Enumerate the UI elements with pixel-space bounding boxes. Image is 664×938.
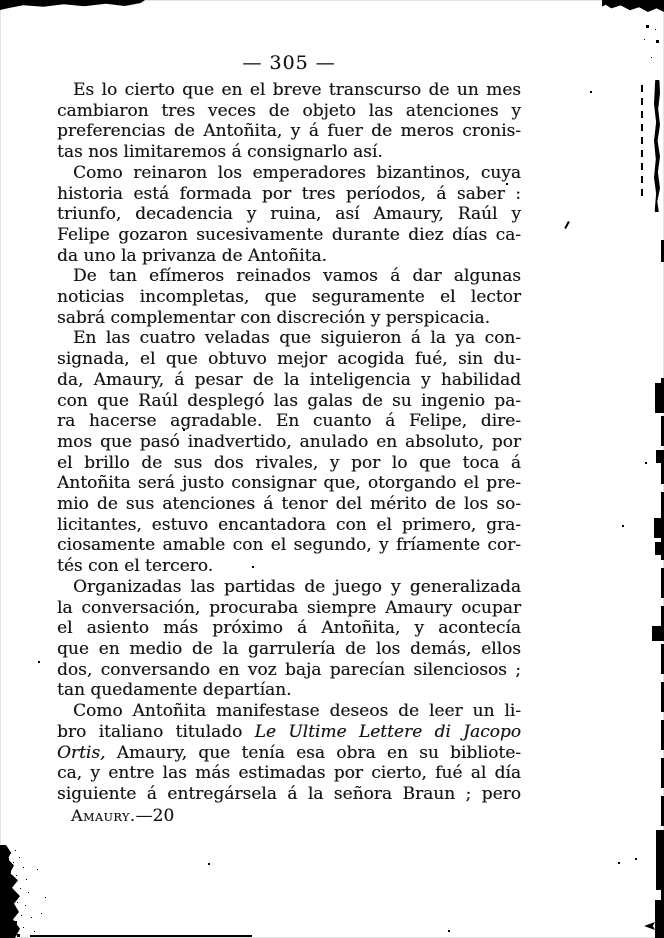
text-line: [57, 494, 521, 515]
text-segment: Es lo cierto que en el breve transcurso de un mes: [73, 80, 521, 100]
italic-book-title: Ortis,: [57, 742, 106, 763]
text-line: [57, 432, 521, 453]
text-line: [57, 121, 521, 142]
scan-artifact-stray-dots: [0, 0, 2, 2]
text-line: [57, 266, 521, 287]
text-line: [57, 680, 521, 701]
signature-number: —20: [135, 805, 175, 826]
signature-title: Amaury.: [71, 805, 136, 825]
text-segment: tan quedamente departían.: [57, 680, 292, 701]
text-segment: noticias incompletas, que seguramente el lector: [57, 287, 521, 308]
text-segment: con que Raúl desplegó las galas de su ingenio pa-: [57, 390, 521, 411]
text-segment: preferencias de Antoñita, y á fuer de meros cronis-: [57, 121, 521, 142]
text-segment: ciosamente amable con el segundo, y fríamente cor-: [57, 535, 521, 556]
text-line: [57, 556, 521, 577]
scan-artifact-right-edge-blob: [655, 542, 664, 555]
text-segment: En las cuatro veladas que siguieron á la ya con-: [73, 328, 521, 349]
text-line: [57, 349, 521, 370]
text-line: [57, 763, 521, 784]
scan-artifact-top-left-strip: [0, 0, 145, 10]
scan-artifact-top-right-blob: [602, 0, 664, 12]
text-line: [57, 142, 521, 163]
text-segment: Amaury, que tenía esa obra en su bibliote-: [105, 742, 521, 763]
text-line: [57, 453, 521, 474]
text-line: [57, 515, 521, 536]
text-line: [57, 370, 521, 391]
text-segment: el asiento más próximo á Antoñita, y acontecía: [57, 618, 521, 639]
text-segment: Felipe gozaron sucesivamente durante diez días ca-: [57, 224, 521, 245]
text-line: [57, 204, 521, 225]
scan-artifact-right-streak: [654, 80, 660, 212]
text-segment: la conversación, procuraba siempre Amaury ocupar: [57, 597, 521, 618]
text-line: [57, 598, 521, 619]
text-segment: sabrá complementar con discreción y perspicacia.: [57, 307, 490, 328]
text-segment: Como Antoñita manifestase deseos de leer un li-: [73, 701, 521, 722]
text-segment: De tan efímeros reinados vamos á dar algunas: [73, 266, 521, 287]
text-line: [57, 411, 521, 432]
text-segment: siguiente á entregársela á la señora Braun ; pero: [57, 783, 521, 804]
text-segment: mio de sus atenciones á tenor del mérito de los so-: [57, 494, 521, 515]
text-line: [57, 722, 521, 743]
text-line: [57, 225, 521, 246]
scan-artifact-right-edge-blob: [656, 830, 664, 890]
text-segment: Organizadas las partidas de juego y generalizada: [73, 576, 521, 597]
text-column: [57, 52, 521, 826]
text-line: [57, 743, 521, 764]
text-segment: licitantes, estuvo encantadora con el primero, gra-: [57, 514, 521, 535]
paragraph: [57, 701, 521, 805]
scan-artifact-right-dashed-streak: [641, 85, 643, 197]
text-line: [57, 639, 521, 660]
text-line: [57, 246, 521, 267]
text-line: [57, 80, 521, 101]
text-segment: mos que pasó inadvertido, anulado en absoluto, por: [57, 431, 521, 452]
paragraph: [57, 163, 521, 267]
text-segment: bro italiano titulado: [57, 721, 255, 742]
scan-artifact-bottom-line: [30, 935, 252, 937]
scan-artifact-right-edge-blob: [656, 450, 664, 463]
scan-artifact-right-edge-blob: [652, 626, 664, 641]
signature-footer: [57, 806, 521, 826]
scan-artifact-right-edge-blob: [655, 900, 664, 938]
scan-artifact-right-edge-blob: [655, 383, 664, 413]
text-line: [57, 577, 521, 598]
text-segment: da uno la privanza de Antoñita.: [57, 245, 327, 266]
paragraph: [57, 266, 521, 328]
text-line: [57, 784, 521, 805]
paragraph: [57, 577, 521, 701]
paragraph: [57, 80, 521, 163]
italic-book-title: Le Ultime Lettere di Jacopo: [254, 721, 521, 742]
text-segment: Antoñita será justo consignar que, otorgando el pre-: [57, 473, 521, 494]
text-line: [57, 660, 521, 681]
scan-artifact-slash-mark: [564, 221, 570, 229]
scan-artifact-bottom-left-speckle: [0, 846, 3, 849]
text-segment: historia está formada por tres períodos, á saber :: [57, 183, 521, 204]
text-segment: tés con el tercero.: [57, 556, 214, 577]
text-segment: cambiaron tres veces de objeto las atenciones y: [57, 100, 521, 121]
text-segment: el brillo de sus dos rivales, y por lo que toca á: [57, 452, 521, 473]
text-line: [57, 473, 521, 494]
text-line: [57, 308, 521, 329]
scan-artifact-arrow-mark: [644, 922, 655, 930]
text-line: [57, 163, 521, 184]
text-line: [57, 701, 521, 722]
text-segment: dos, conversando en voz baja parecían silenciosos ;: [57, 659, 521, 680]
text-segment: ra hacerse agradable. En cuanto á Felipe, dire-: [57, 411, 521, 432]
text-segment: que en medio de la garrulería de los demás, ellos: [57, 638, 521, 659]
text-segment: tas nos limitaremos á consignarlo así.: [57, 142, 383, 163]
text-segment: ca, y entre las más estimadas por cierto, fué al día: [57, 763, 521, 784]
text-line: [57, 391, 521, 412]
scan-artifact-right-edge-blob: [654, 518, 664, 538]
text-line: [57, 618, 521, 639]
paragraph: [57, 328, 521, 576]
scan-artifact-top-right-specks: [640, 18, 643, 21]
text-segment: signada, el que obtuvo mejor acogida fué, sin du-: [57, 349, 521, 370]
text-segment: Como reinaron los emperadores bizantinos, cuya: [73, 162, 521, 183]
scan-artifact-bottom-left-ink: [0, 845, 20, 938]
page-number-header: — 305 —: [242, 52, 336, 74]
text-segment: da, Amaury, á pesar de la inteligencia y habilidad: [57, 369, 521, 390]
text-segment: triunfo, decadencia y ruina, así Amaury, Raúl y: [57, 204, 521, 225]
text-line: [57, 287, 521, 308]
text-line: [57, 184, 521, 205]
text-line: [57, 101, 521, 122]
paragraphs: [57, 80, 521, 805]
text-line: [57, 535, 521, 556]
text-line: [57, 328, 521, 349]
